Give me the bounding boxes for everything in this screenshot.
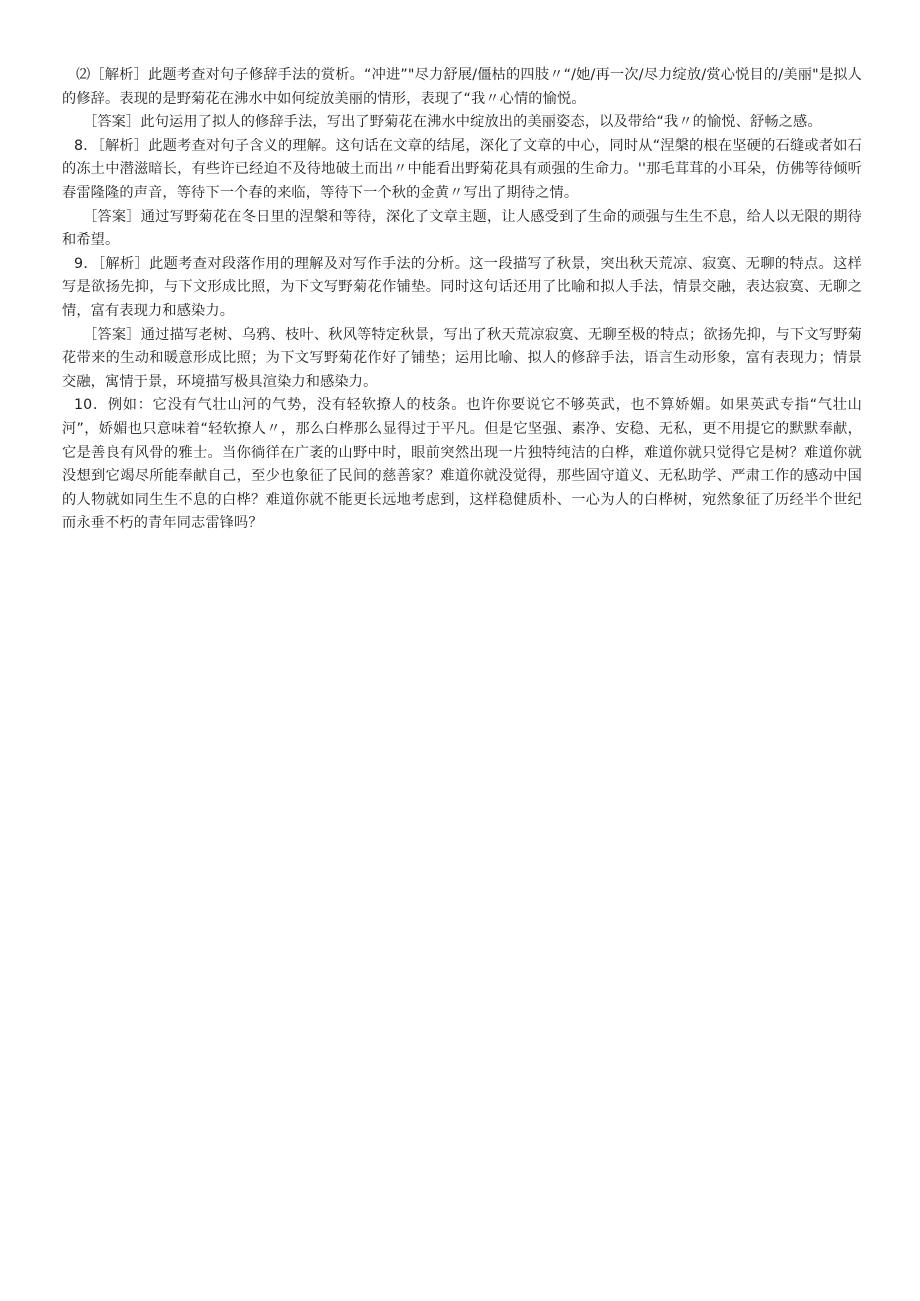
question-8-answer: ［答案］通过写野菊花在冬日里的涅槃和等待，深化了文章主题，让人感受到了生命的顽强与生生不息，给人以无限的期待和希望。 — [62, 208, 862, 249]
question-7-analysis: ⑵［解析］此题考查对句子修辞手法的赏析。“冲进”"尽力舒展/僵枯的四肢〃“/她/再一次/尽力绽放/赏心悦目的/美丽"是拟人的修辞。表现的是野菊花在沸水中如何绽放美丽的情形，表现了“我〃心情的愉悦。 — [62, 67, 862, 107]
answer-document — [62, 64, 862, 536]
question-8-analysis: 8．［解析］此题考查对句子含义的理解。这句话在文章的结尾，深化了文章的中心，同时从“涅槃的根在坚硬的石缝或者如石的冻土中潜滋暗长，有些许已经迫不及待地破土而出〃中能看出野菊花具有顽强的生命力。''那毛茸茸的小耳朵，仿佛等待倾听春雷隆隆的声音，等待下一个春的来临，等待下一个秋的金黄〃写出了期待之情。 — [62, 137, 862, 201]
question-10-example: 10．例如：它没有气壮山河的气势，没有轻软撩人的枝条。也许你要说它不够英武，也不算娇媚。如果英武专指“气壮山河”，娇媚也只意味着“轻软撩人〃，那么白桦那么显得过于平凡。但是它坚强、素净、安稳、无私，更不用提它的默默奉献，它是善良有风骨的雅士。当你徜徉在广袤的山野中时，眼前突然出现一片独特纯洁的白桦，难道你就只觉得它是树？难道你就没想到它竭尽所能奉献自己，至少也象征了民间的慈善家？难道你就没觉得，那些固守道义、无私助学、严肃工作的感动中国的人物就如同生生不息的白桦？难道你就不能更长远地考虑到，这样稳健质朴、一心为人的白桦树，宛然象征了历经半个世纪而永垂不朽的青年同志雷锋吗？ — [62, 397, 862, 532]
question-9-answer: ［答案］通过描写老树、乌鸦、枝叶、秋风等特定秋景，写出了秋天荒凉寂寞、无聊至极的特点；欲扬先抑，与下文写野菊花带来的生动和暖意形成比照；为下文写野菊花作好了铺垫；运用比喻、拟人的修辞手法，语言生动形象，富有表现力；情景交融，寓情于景，环境描写极具渲染力和感染力。 — [62, 326, 862, 390]
question-7-answer: ［答案］此句运用了拟人的修辞手法，写出了野菊花在沸水中绽放出的美丽姿态，以及带给“我〃的愉悦、舒畅之感。 — [83, 114, 822, 131]
question-9-analysis: 9．［解析］此题考查对段落作用的理解及对写作手法的分析。这一段描写了秋景，突出秋天荒凉、寂寞、无聊的特点。这样写是欲扬先抑，与下文形成比照，为下文写野菊花作铺垫。同时这句话还用了比喻和拟人手法，情景交融，表达寂寞、无聊之情，富有表现力和感染力。 — [62, 255, 862, 319]
